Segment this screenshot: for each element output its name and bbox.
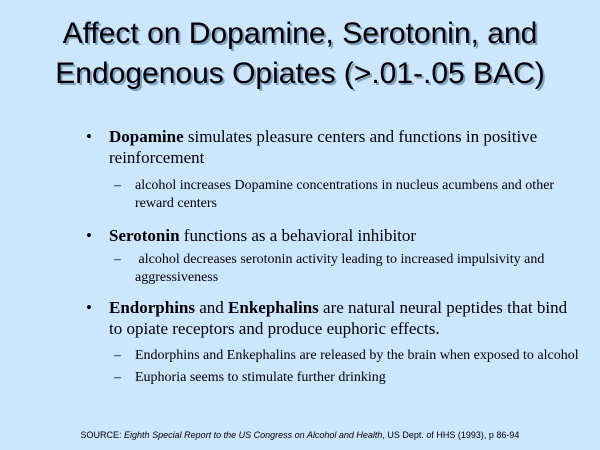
sub-bullet-text: alcohol decreases serotonin activity leading to increased impulsivity and aggressiveness	[135, 252, 548, 285]
bullet-serotonin	[84, 225, 584, 246]
sub-bullet	[110, 177, 584, 213]
sub-bullet-marker: –	[114, 252, 121, 267]
bullet-marker: •	[86, 127, 92, 146]
source-suffix: , US Dept. of HHS (1993), p 86-94	[382, 430, 520, 440]
sub-bullet-marker: –	[114, 370, 121, 385]
sub-bullet-marker: –	[114, 348, 121, 363]
sub-bullet-text: Euphoria seems to stimulate further drinking	[135, 370, 386, 385]
bullet-term: Enkephalins	[228, 298, 319, 317]
bullet-term: Dopamine	[109, 127, 184, 146]
sub-bullet-text: alcohol increases Dopamine concentrations in nucleus acumbens and other reward centers	[135, 178, 555, 211]
bullet-marker: •	[86, 226, 92, 245]
slide-title-line-2: Endogenous Opiates (>.01-.05 BAC)	[55, 57, 545, 90]
sub-bullet	[110, 369, 584, 387]
source-citation	[0, 430, 600, 440]
bullet-text: and	[195, 298, 229, 317]
bullet-text: functions as a behavioral inhibitor	[179, 226, 417, 245]
bullet-endorphins	[84, 297, 584, 339]
bullet-dopamine	[84, 126, 584, 168]
bullet-term: Serotonin	[109, 226, 180, 245]
slide-title-line-1: Affect on Dopamine, Serotonin, and	[62, 17, 538, 50]
bullet-term: Endorphins	[109, 298, 195, 317]
sub-bullet-text: Endorphins and Enkephalins are released by the brain when exposed to alcohol	[135, 348, 579, 363]
bullet-marker: •	[86, 298, 92, 317]
bullet-text: are natural neural peptides that bind to opiate receptors and produce euphoric effects.	[109, 298, 568, 338]
sub-bullet-marker: –	[114, 178, 121, 193]
sub-bullet	[110, 251, 584, 287]
source-publication: Eighth Special Report to the US Congress on Alcohol and Health	[124, 430, 383, 440]
source-prefix: SOURCE:	[80, 430, 125, 440]
bullet-list	[84, 126, 584, 387]
slide-title	[0, 14, 600, 94]
sub-bullet	[110, 347, 584, 365]
bullet-text: simulates pleasure centers and functions in positive reinforcement	[109, 127, 538, 167]
